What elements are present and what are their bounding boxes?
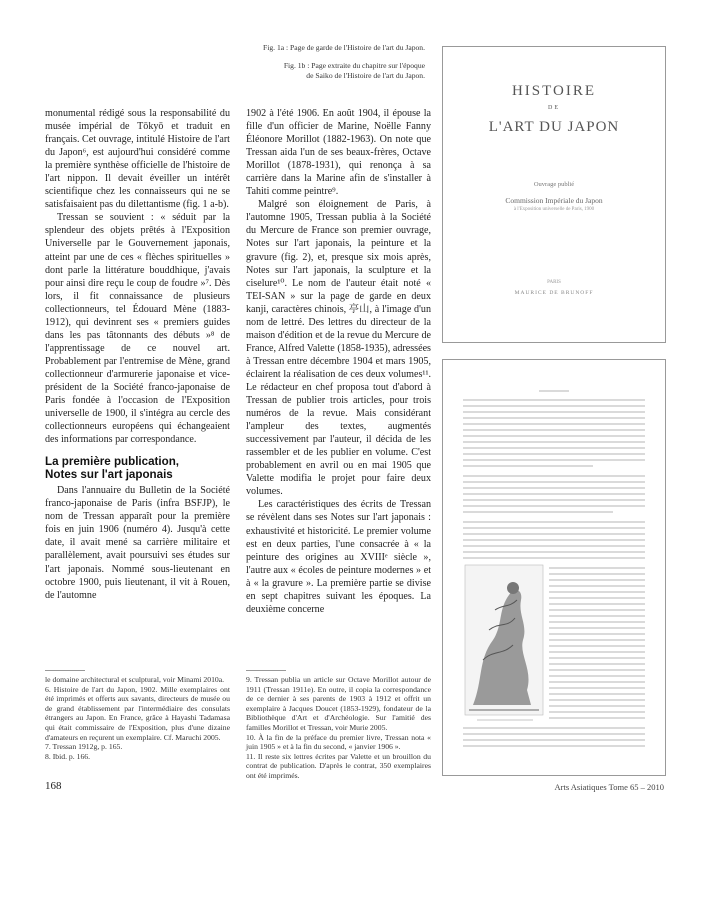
text-column-left [45,107,230,602]
footnotes-right [246,675,431,781]
figure-1b-caption: Fig. 1b : Page extraite du chapitre sur l'époque de Saiko de l'Histoire de l'art du Japon. [283,61,425,80]
section-heading: La première publication, Notes sur l'art japonais [45,455,180,482]
chapter-page-illustration [443,360,665,775]
book-exposition-line: à l'Exposition universelle de Paris, 1900 [513,207,595,212]
book-publisher-city: PARIS [547,280,561,285]
figure-1b-chapter-page [442,359,666,776]
footnote: 10. À la fin de la préface du premier livre, Tressan nota « juin 1905 » et à la fin du second, « janvier 1906 ». [246,732,431,752]
footnote-rule [45,670,85,671]
footnotes-left [45,675,230,761]
page-number: 168 [45,780,62,792]
paragraph: Dans l'annuaire du Bulletin de la Société franco-japonaise de Paris (infra BSFJP), le nom de Tressan apparaît pour la première fois en juin 1906 (numéro 4). Jusqu'à cette date, il avait mené sa carrière militaire et parallèlement, avait poursuivi ses études sur l'art japonais. Nommé sous-lieutenant en octobre 1900, puis lieutenant, il vit à Rouen, de l'automne [45,485,230,601]
book-commission: Commission Impériale du Japon [505,196,603,205]
book-subtitle: Ouvrage publié [533,181,575,188]
paragraph: 1902 à l'été 1906. En août 1904, il épouse la fille d'un officier de Marine, Noëlle Fanny Éléonore Morillot (1882-1963). On note que Tressan aida l'un de ses beaux-frères, Octave Morillot (1878-1931), qui renonça à sa carrière dans la Marine afin de s'installer à Tahiti comme peintre⁹. [246,108,431,198]
figure-1a-title-page [442,46,666,343]
footnote: 8. Ibid. p. 166. [45,751,91,761]
text-column-right [246,107,431,616]
journal-footer: Arts Asiatiques Tome 65 – 2010 [554,782,664,792]
paragraph: Les caractéristiques des écrits de Tressan se révèlent dans ses Notes sur l'art japonais : exhaustivité et historicité. Le premier volume est en deux parties, l'une consacrée à « la peinture des origines au XVIIIᵉ siècle », l'autre aux « écoles de peinture modernes » et à « la gravure ». La première partie se divise en sept chapitres suivant les époques. La deuxième concerne [246,499,431,615]
paragraph: monumental rédigé sous la responsabilité du musée impérial de Tōkyō et traduit en français. Cet ouvrage, intitulé Histoire de l'art du Japon⁶, est aujourd'hui considéré comme la première synthèse officielle de l'histoire de l'art nippon. Il devait éveiller un intérêt scientifique chez les connaisseurs qui ne se satisfaisaient pas du dilettantisme (fig. 1 a-b). [45,108,230,211]
footnote-rule [246,670,286,671]
book-title-line2: L'ART DU JAPON [488,119,620,135]
book-title-line1: HISTOIRE [511,83,597,99]
book-publisher: MAURICE DE BRUNOFF [514,290,594,296]
footnote: 7. Tressan 1912g, p. 165. [45,742,123,752]
paragraph: Malgré son éloignement de Paris, à l'automne 1905, Tressan publia à la Société du Mercure de France son premier ouvrage, Notes sur l'art japonais, la peinture et la gravure (fig. 2), et, presque six mois après, Notes sur l'art japonais, la sculpture et la ciselure¹⁰. Le nom de l'auteur était noté « TEI-SAN » sur la page de garde en deux kanji, caractères chinois, 亭山, à l'image d'un nom de lettré. Des lettres du directeur de la maison d'édition et de la revue du Mercure de France, Alfred Valette (1858-1935), adressées à Tressan entre décembre 1904 et mars 1905, éclairent la réalisation de ces deux volumes¹¹. Le rédacteur en chef proposa tout d'abord à Tressan de publier trois articles, pour trois numéros de la revue. Mais considérant l'ampleur des textes, augmentés successivement par l'auteur, il décida de les rassembler et de les publier en volume. C'est probablement en avril ou en mai 1905 que Valette modifia le projet pour faire deux volumes. [246,199,431,498]
book-title-de: DE [548,105,560,111]
footnote: 11. Il reste six lettres écrites par Valette et un brouillon du contrat de publication. D'après le contrat, 350 exemplaires ont été imprimés. [246,751,431,780]
paragraph: Tressan se souvient : « séduit par la splendeur des objets prêtés à l'Exposition Universelle par le Gouvernement japonais, atteint par une de ces « flèches spirituelles » dont parle la littérature bouddhique, j'avais pour ainsi dire reçu le coup de foudre »⁷. Dès lors, il fit connaissance de plusieurs collectionneurs, tel Édouard Mène (1883-1912), qui devinrent ses « premiers guides dans les pas tâtonnants des débuts »⁸ de l'apprentissage de ce nouvel art. Probablement par l'entremise de Mène, grand collectionneur d'armurerie japonaise et vice-président de la Société franco-japonaise de Paris fondée à l'occasion de l'Exposition universelle de 1900, il s'intégra au cercle des collectionneurs européens qui échangeaient des informations par correspondance. [45,212,230,446]
figure-1a-caption: Fig. 1a : Page de garde de l'Histoire de l'art du Japon. [263,43,425,52]
footnote: le domaine architectural et sculptural, voir Minami 2010a. [45,675,225,684]
footnote: 9. Tressan publia un article sur Octave Morillot autour de 1911 (Tressan 1911e). En outre, il copia la correspondance de ce dernier à ses parents de 1903 à 1912 et offrit un exemplaire à Jacques Doucet (1853-1929), fondateur de la Bibliothèque d'Art et d'Archéologie. Sur l'amitié des familles Morillot et Tressan, voir Murie 2005. [246,675,431,732]
footnote: 6. Histoire de l'art du Japon, 1902. Mille exemplaires ont été imprimés et offerts aux savants, directeurs de musée ou de grand établissement par l'intermédiaire des consulats étrangers au Japon. En France, grâce à Hayashi Tadamasa qui était commissaire de l'Exposition, plus d'une dizaine d'amateurs en reçurent un exemplaire. Cf. Maruchi 2005. [45,684,230,742]
